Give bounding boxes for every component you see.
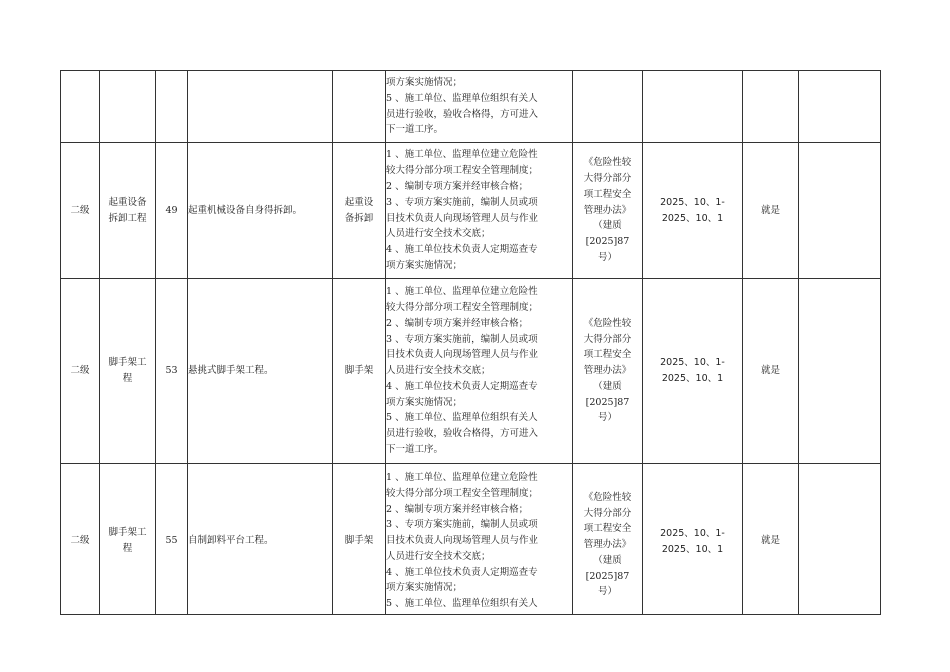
requirements-cell bbox=[386, 143, 573, 279]
law-line: [2025]87 bbox=[585, 396, 630, 408]
item-cell bbox=[333, 143, 386, 279]
requirements-cell bbox=[386, 71, 573, 143]
requirement-line: 目技术负责人向现场管理人员与作业 bbox=[386, 535, 539, 547]
table-row bbox=[61, 71, 881, 143]
law-line: 管理办法》 bbox=[583, 204, 632, 216]
law-line: 大得分部分 bbox=[583, 507, 632, 519]
date-cell bbox=[643, 143, 743, 279]
date-line: 2025、10、1 bbox=[661, 212, 724, 224]
item-line: 备拆卸 bbox=[344, 212, 374, 224]
law-line: 管理办法》 bbox=[583, 539, 632, 551]
requirement-line: 下一道工序。 bbox=[386, 444, 444, 456]
requirement-line: 人员进行安全技术交底； bbox=[386, 550, 491, 562]
result-cell: 就是 bbox=[743, 464, 799, 615]
requirement-line: 5 、施工单位、监理单位组织有关人 bbox=[386, 92, 538, 104]
requirement-line: 较大得分部分项工程安全管理制度； bbox=[386, 487, 539, 499]
law-cell bbox=[573, 143, 643, 279]
table-row bbox=[61, 279, 881, 464]
requirement-line: 1 、施工单位、监理单位建立危险性 bbox=[386, 286, 538, 298]
level-cell: 二级 bbox=[61, 279, 100, 464]
requirement-line: 2 、编制专项方案并经审核合格； bbox=[386, 503, 529, 515]
law-line: 项工程安全 bbox=[583, 349, 632, 361]
requirement-line: 员进行验收，验收合格得，方可进入 bbox=[386, 428, 539, 440]
requirement-line: 较大得分部分项工程安全管理制度； bbox=[386, 301, 539, 313]
requirement-line: 人员进行安全技术交底； bbox=[386, 228, 491, 240]
number-cell: 53 bbox=[156, 279, 188, 464]
requirement-line: 员进行验收，验收合格得，方可进入 bbox=[386, 108, 539, 120]
requirement-line: 项方案实施情况； bbox=[386, 582, 463, 594]
requirement-line: 项方案实施情况； bbox=[386, 76, 463, 88]
category-line: 程 bbox=[122, 543, 133, 554]
category-line: 拆卸工程 bbox=[108, 212, 147, 224]
law-line: 大得分部分 bbox=[583, 333, 632, 345]
number-cell: 55 bbox=[156, 464, 188, 615]
level-cell bbox=[61, 71, 100, 143]
date-cell bbox=[643, 464, 743, 615]
description-cell bbox=[188, 71, 333, 143]
requirement-line: 1 、施工单位、监理单位建立危险性 bbox=[386, 149, 538, 161]
law-line: 《危险性较 bbox=[583, 317, 632, 329]
law-line: 项工程安全 bbox=[583, 523, 632, 535]
requirements-cell bbox=[386, 464, 573, 615]
category-line: 脚手架工 bbox=[108, 357, 147, 369]
date-line: 2025、10、1- bbox=[660, 528, 725, 540]
law-line: 项工程安全 bbox=[583, 188, 632, 200]
law-line: 《危险性较 bbox=[583, 157, 632, 169]
requirement-line: 4 、施工单位技术负责人定期巡查专 bbox=[386, 380, 538, 392]
requirement-line: 目技术负责人向现场管理人员与作业 bbox=[386, 212, 539, 224]
date-line: 2025、10、1 bbox=[661, 373, 724, 384]
requirement-line: 2 、编制专项方案并经审核合格； bbox=[386, 180, 529, 192]
level-cell: 二级 bbox=[61, 464, 100, 615]
item-line: 脚手架 bbox=[344, 365, 374, 377]
requirement-line: 4 、施工单位技术负责人定期巡查专 bbox=[386, 566, 538, 578]
law-line: 《危险性较 bbox=[583, 491, 632, 503]
law-cell bbox=[573, 71, 643, 143]
law-line: （建质 bbox=[593, 380, 622, 392]
requirement-line: 4 、施工单位技术负责人定期巡查专 bbox=[386, 244, 538, 256]
remark-cell bbox=[799, 143, 881, 279]
table-row bbox=[61, 464, 881, 615]
law-line: [2025]87 bbox=[585, 236, 630, 248]
law-cell bbox=[573, 464, 643, 615]
law-cell bbox=[573, 279, 643, 464]
law-line: 号） bbox=[597, 251, 617, 263]
law-line: （建质 bbox=[593, 220, 622, 232]
date-cell bbox=[643, 279, 743, 464]
item-cell bbox=[333, 464, 386, 615]
category-line: 起重设备 bbox=[108, 196, 147, 208]
description-cell: 悬挑式脚手架工程。 bbox=[188, 279, 333, 464]
requirement-line: 2 、编制专项方案并经审核合格； bbox=[386, 317, 529, 329]
table-row bbox=[61, 143, 881, 279]
law-line: 管理办法》 bbox=[583, 365, 632, 377]
category-line: 脚手架工 bbox=[108, 527, 147, 539]
date-line: 2025、10、1- bbox=[660, 196, 725, 208]
requirement-line: 3 、专项方案实施前，编制人员或项 bbox=[386, 333, 538, 345]
requirement-line: 较大得分部分项工程安全管理制度； bbox=[386, 165, 539, 177]
item-line: 起重设 bbox=[344, 196, 374, 208]
requirement-line: 3 、专项方案实施前，编制人员或项 bbox=[386, 196, 538, 208]
law-line: 号） bbox=[597, 412, 617, 424]
requirements-cell bbox=[386, 279, 573, 464]
requirement-line: 5 、施工单位、监理单位组织有关人 bbox=[386, 598, 538, 610]
item-line: 脚手架 bbox=[344, 535, 374, 547]
description-cell: 起重机械设备自身得拆卸。 bbox=[188, 143, 333, 279]
law-line: 大得分部分 bbox=[583, 173, 632, 184]
requirement-line: 下一道工序。 bbox=[386, 124, 444, 136]
safety-management-table bbox=[60, 70, 881, 615]
level-cell: 二级 bbox=[61, 143, 100, 279]
requirement-line: 3 、专项方案实施前，编制人员或项 bbox=[386, 519, 538, 531]
remark-cell bbox=[799, 279, 881, 464]
description-cell: 自制卸料平台工程。 bbox=[188, 464, 333, 615]
category-line: 程 bbox=[122, 373, 133, 384]
date-line: 2025、10、1- bbox=[660, 357, 725, 369]
requirement-line: 人员进行安全技术交底； bbox=[386, 365, 491, 377]
result-cell: 就是 bbox=[743, 143, 799, 279]
item-cell bbox=[333, 71, 386, 143]
result-cell: 就是 bbox=[743, 279, 799, 464]
date-cell bbox=[643, 71, 743, 143]
category-cell bbox=[100, 464, 156, 615]
requirement-line: 项方案实施情况； bbox=[386, 396, 463, 408]
date-line: 2025、10、1 bbox=[661, 544, 724, 555]
requirement-line: 1 、施工单位、监理单位建立危险性 bbox=[386, 471, 538, 483]
number-cell: 49 bbox=[156, 143, 188, 279]
requirement-line: 目技术负责人向现场管理人员与作业 bbox=[386, 349, 539, 361]
result-cell bbox=[743, 71, 799, 143]
requirement-line: 5 、施工单位、监理单位组织有关人 bbox=[386, 412, 538, 424]
law-line: [2025]87 bbox=[585, 570, 630, 582]
category-cell bbox=[100, 71, 156, 143]
item-cell bbox=[333, 279, 386, 464]
remark-cell bbox=[799, 464, 881, 615]
remark-cell bbox=[799, 71, 881, 143]
law-line: （建质 bbox=[593, 554, 622, 566]
category-cell bbox=[100, 143, 156, 279]
number-cell bbox=[156, 71, 188, 143]
requirement-line: 项方案实施情况； bbox=[386, 259, 463, 271]
law-line: 号） bbox=[597, 586, 617, 598]
category-cell bbox=[100, 279, 156, 464]
